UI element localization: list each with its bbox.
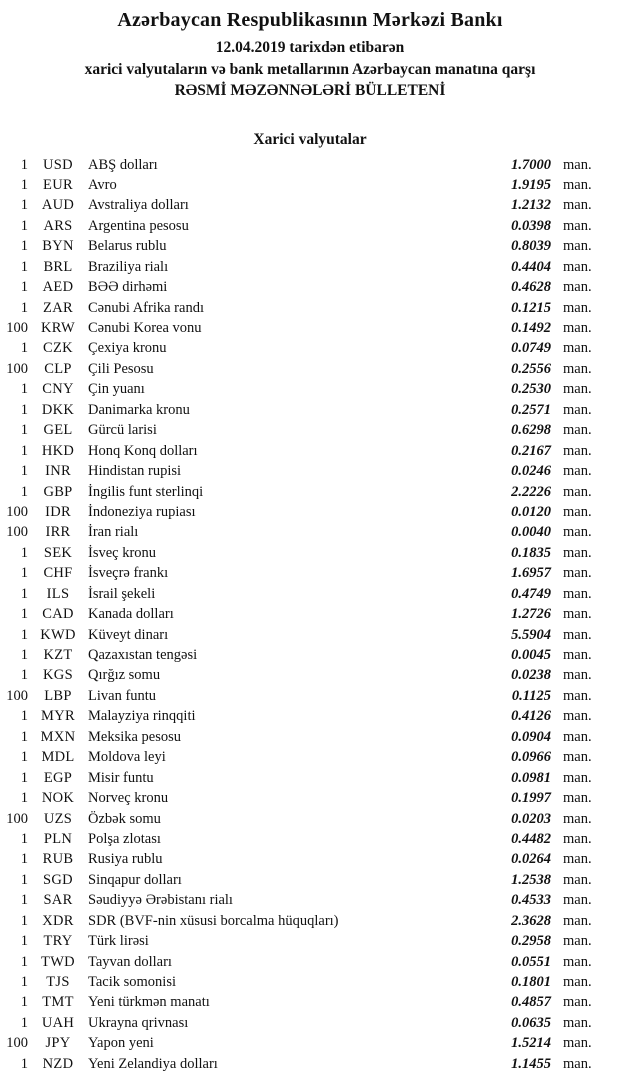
row-currency-code: XDR bbox=[42, 912, 74, 929]
table-row bbox=[0, 625, 620, 645]
row-currency-name: Qazaxıstan tengəsi bbox=[88, 647, 198, 663]
row-unit: man. bbox=[563, 503, 592, 520]
row-quantity: 1 bbox=[20, 442, 28, 459]
row-rate: 0.0398 bbox=[511, 217, 551, 234]
row-rate: 0.0551 bbox=[511, 953, 551, 970]
table-row bbox=[0, 1013, 620, 1033]
bulletin-title: RƏSMİ MƏZƏNNƏLƏRİ BÜLLETENİ bbox=[174, 82, 446, 99]
row-quantity: 1 bbox=[20, 851, 28, 868]
row-currency-name: Çili Pesosu bbox=[88, 360, 154, 377]
table-row bbox=[0, 482, 620, 502]
row-currency-code: SAR bbox=[43, 892, 73, 909]
row-currency-name: Yeni türkmən manatı bbox=[88, 994, 210, 1011]
table-row bbox=[0, 236, 620, 256]
table-row bbox=[0, 216, 620, 236]
table-row bbox=[0, 522, 620, 542]
row-currency-name: Kanada dolları bbox=[88, 606, 174, 623]
table-row bbox=[0, 665, 620, 685]
row-currency-code: RUB bbox=[42, 851, 74, 868]
rates-table bbox=[0, 155, 620, 1073]
row-currency-code: CLP bbox=[44, 360, 72, 377]
row-quantity: 1 bbox=[20, 790, 28, 807]
row-currency-name: Malayziya rinqqiti bbox=[88, 708, 196, 725]
row-rate: 0.0238 bbox=[511, 667, 551, 684]
row-unit: man. bbox=[563, 1014, 592, 1031]
row-currency-code: SGD bbox=[43, 871, 73, 888]
table-row bbox=[0, 911, 620, 931]
row-quantity: 1 bbox=[20, 483, 28, 500]
row-currency-code: NOK bbox=[41, 790, 75, 807]
table-row bbox=[0, 604, 620, 624]
row-unit: man. bbox=[563, 871, 592, 888]
bank-name-title: Azərbaycan Respublikasının Mərkəzi Bankı bbox=[117, 9, 503, 31]
row-rate: 1.2726 bbox=[511, 606, 551, 623]
row-currency-code: BRL bbox=[43, 258, 73, 275]
row-currency-code: DKK bbox=[41, 401, 75, 418]
row-quantity: 100 bbox=[6, 503, 28, 520]
row-rate: 0.4628 bbox=[511, 279, 551, 296]
row-currency-code: MXN bbox=[40, 728, 76, 745]
row-rate: 1.9195 bbox=[511, 176, 551, 193]
row-unit: man. bbox=[563, 156, 592, 173]
row-currency-name: Belarus rublu bbox=[88, 238, 167, 255]
row-quantity: 1 bbox=[20, 585, 28, 602]
row-quantity: 1 bbox=[20, 381, 28, 398]
row-quantity: 1 bbox=[20, 258, 28, 275]
row-unit: man. bbox=[563, 565, 592, 582]
row-rate: 0.4857 bbox=[511, 994, 551, 1011]
row-quantity: 1 bbox=[20, 463, 28, 480]
row-unit: man. bbox=[563, 708, 592, 725]
row-rate: 0.2556 bbox=[511, 360, 551, 377]
row-quantity: 1 bbox=[20, 749, 28, 766]
row-currency-name: Argentina pesosu bbox=[88, 217, 189, 234]
row-currency-code: KZT bbox=[43, 647, 73, 663]
row-currency-name: Cənubi Korea vonu bbox=[88, 320, 202, 336]
subject-line: xarici valyutaların və bank metallarının Azərbaycan manatına qarşı bbox=[84, 60, 536, 78]
row-unit: man. bbox=[563, 974, 592, 990]
row-quantity: 1 bbox=[20, 728, 28, 745]
row-currency-code: EGP bbox=[43, 769, 73, 786]
row-rate: 0.4533 bbox=[511, 892, 551, 909]
row-unit: man. bbox=[563, 524, 592, 541]
row-currency-code: CNY bbox=[42, 381, 74, 398]
row-unit: man. bbox=[563, 1055, 592, 1072]
row-rate: 0.1215 bbox=[511, 299, 551, 316]
row-currency-code: CZK bbox=[43, 340, 73, 357]
row-currency-name: Livan funtu bbox=[88, 687, 157, 704]
table-row bbox=[0, 809, 620, 829]
row-currency-code: TRY bbox=[43, 933, 73, 950]
row-currency-name: Norveç kronu bbox=[88, 790, 169, 807]
table-row bbox=[0, 992, 620, 1012]
row-currency-name: Danimarka kronu bbox=[88, 401, 190, 418]
row-currency-name: Ukrayna qrivnası bbox=[88, 1014, 189, 1031]
row-quantity: 1 bbox=[20, 238, 28, 255]
row-rate: 0.0635 bbox=[511, 1014, 551, 1031]
row-quantity: 1 bbox=[20, 340, 28, 357]
row-quantity: 100 bbox=[6, 810, 28, 827]
row-rate: 0.2530 bbox=[511, 381, 551, 398]
row-unit: man. bbox=[563, 790, 592, 807]
row-rate: 1.2538 bbox=[511, 871, 551, 888]
row-rate: 0.4482 bbox=[511, 830, 551, 847]
row-currency-code: BYN bbox=[42, 238, 74, 255]
row-quantity: 1 bbox=[20, 279, 28, 296]
row-quantity: 1 bbox=[20, 994, 28, 1011]
row-quantity: 100 bbox=[6, 1035, 28, 1052]
row-currency-code: ZAR bbox=[43, 299, 73, 316]
row-unit: man. bbox=[563, 279, 592, 296]
row-currency-code: KRW bbox=[41, 320, 75, 336]
row-currency-name: İran rialı bbox=[88, 524, 139, 541]
table-row bbox=[0, 972, 620, 992]
row-currency-code: HKD bbox=[41, 442, 75, 459]
row-quantity: 1 bbox=[20, 401, 28, 418]
row-quantity: 1 bbox=[20, 871, 28, 888]
row-currency-code: KWD bbox=[40, 626, 76, 643]
row-unit: man. bbox=[563, 994, 592, 1011]
table-row bbox=[0, 277, 620, 297]
row-currency-name: ABŞ dolları bbox=[88, 156, 158, 173]
table-row bbox=[0, 1033, 620, 1053]
row-quantity: 100 bbox=[6, 524, 28, 541]
row-currency-name: BƏƏ dirhəmi bbox=[88, 279, 168, 296]
row-quantity: 1 bbox=[20, 626, 28, 643]
table-row bbox=[0, 441, 620, 461]
table-row bbox=[0, 768, 620, 788]
row-unit: man. bbox=[563, 830, 592, 847]
row-unit: man. bbox=[563, 544, 592, 561]
row-rate: 0.0040 bbox=[511, 524, 551, 541]
row-rate: 0.0966 bbox=[511, 749, 551, 766]
row-currency-name: Gürcü larisi bbox=[88, 422, 157, 439]
row-currency-name: Moldova leyi bbox=[88, 749, 166, 766]
row-unit: man. bbox=[563, 728, 592, 745]
row-currency-name: Qırğız somu bbox=[88, 667, 161, 684]
row-unit: man. bbox=[563, 851, 592, 868]
table-row bbox=[0, 420, 620, 440]
row-quantity: 1 bbox=[20, 933, 28, 950]
row-quantity: 1 bbox=[20, 422, 28, 439]
row-currency-code: SEK bbox=[43, 544, 73, 561]
row-currency-name: Yeni Zelandiya dolları bbox=[88, 1055, 218, 1072]
row-rate: 5.5904 bbox=[511, 626, 551, 643]
table-row bbox=[0, 338, 620, 358]
row-rate: 0.6298 bbox=[511, 422, 551, 439]
row-rate: 0.0981 bbox=[511, 769, 551, 786]
row-unit: man. bbox=[563, 769, 592, 786]
row-currency-name: Tacik somonisi bbox=[88, 974, 176, 990]
table-row bbox=[0, 563, 620, 583]
row-currency-code: IDR bbox=[45, 503, 71, 520]
row-quantity: 1 bbox=[20, 667, 28, 684]
row-unit: man. bbox=[563, 953, 592, 970]
row-currency-code: TJS bbox=[46, 974, 70, 990]
row-rate: 0.0749 bbox=[511, 340, 551, 357]
row-rate: 0.2571 bbox=[511, 401, 551, 418]
row-unit: man. bbox=[563, 647, 592, 663]
row-unit: man. bbox=[563, 687, 592, 704]
table-row bbox=[0, 400, 620, 420]
row-unit: man. bbox=[563, 912, 592, 929]
row-rate: 1.6957 bbox=[511, 565, 551, 582]
row-unit: man. bbox=[563, 320, 592, 336]
row-quantity: 1 bbox=[20, 565, 28, 582]
row-currency-name: Avstraliya dolları bbox=[88, 197, 189, 214]
table-row bbox=[0, 1054, 620, 1073]
row-unit: man. bbox=[563, 810, 592, 827]
row-quantity: 1 bbox=[20, 892, 28, 909]
bulletin-header bbox=[0, 0, 620, 102]
row-quantity: 100 bbox=[6, 687, 28, 704]
row-currency-name: Çexiya kronu bbox=[88, 340, 167, 357]
row-currency-code: AUD bbox=[41, 197, 75, 214]
row-currency-name: Çin yuanı bbox=[88, 381, 145, 398]
row-currency-name: Braziliya rialı bbox=[88, 258, 169, 275]
table-row bbox=[0, 849, 620, 869]
row-currency-code: MYR bbox=[41, 708, 75, 725]
table-row bbox=[0, 870, 620, 890]
row-unit: man. bbox=[563, 197, 592, 214]
table-row bbox=[0, 747, 620, 767]
table-row bbox=[0, 788, 620, 808]
row-currency-code: ARS bbox=[43, 217, 73, 234]
row-quantity: 1 bbox=[20, 299, 28, 316]
row-currency-code: TMT bbox=[42, 994, 74, 1011]
row-currency-name: Meksika pesosu bbox=[88, 728, 182, 745]
row-quantity: 100 bbox=[6, 360, 28, 377]
row-unit: man. bbox=[563, 585, 592, 602]
table-row bbox=[0, 195, 620, 215]
table-row bbox=[0, 931, 620, 951]
row-rate: 0.0904 bbox=[511, 728, 551, 745]
row-currency-code: UAH bbox=[41, 1014, 75, 1031]
row-quantity: 1 bbox=[20, 1055, 28, 1072]
row-unit: man. bbox=[563, 933, 592, 950]
row-currency-name: Sinqapur dolları bbox=[88, 871, 182, 888]
row-rate: 0.2958 bbox=[511, 933, 551, 950]
row-rate: 0.1801 bbox=[511, 974, 551, 990]
row-currency-code: CAD bbox=[42, 606, 74, 623]
row-quantity: 1 bbox=[20, 953, 28, 970]
row-currency-name: İsrail şekeli bbox=[88, 585, 156, 602]
row-unit: man. bbox=[563, 422, 592, 439]
row-currency-code: INR bbox=[45, 463, 71, 480]
row-quantity: 1 bbox=[20, 156, 28, 173]
row-quantity: 1 bbox=[20, 606, 28, 623]
table-row bbox=[0, 829, 620, 849]
row-rate: 0.0120 bbox=[511, 503, 551, 520]
table-row bbox=[0, 727, 620, 747]
row-rate: 0.2167 bbox=[511, 442, 551, 459]
table-row bbox=[0, 379, 620, 399]
row-currency-code: EUR bbox=[43, 176, 73, 193]
row-currency-name: Yapon yeni bbox=[88, 1035, 154, 1052]
row-currency-code: USD bbox=[43, 156, 73, 173]
table-row bbox=[0, 257, 620, 277]
row-unit: man. bbox=[563, 1035, 592, 1052]
row-unit: man. bbox=[563, 360, 592, 377]
row-unit: man. bbox=[563, 258, 592, 275]
row-rate: 1.2132 bbox=[511, 197, 551, 214]
row-quantity: 1 bbox=[20, 217, 28, 234]
table-row bbox=[0, 952, 620, 972]
row-unit: man. bbox=[563, 401, 592, 418]
row-rate: 0.8039 bbox=[511, 238, 551, 255]
row-currency-name: Küveyt dinarı bbox=[88, 626, 169, 643]
table-row bbox=[0, 318, 620, 338]
row-unit: man. bbox=[563, 340, 592, 357]
row-quantity: 1 bbox=[20, 974, 28, 990]
row-currency-name: Türk lirəsi bbox=[88, 933, 149, 950]
row-quantity: 100 bbox=[6, 320, 28, 336]
row-currency-code: TWD bbox=[41, 953, 75, 970]
table-row bbox=[0, 584, 620, 604]
table-row bbox=[0, 298, 620, 318]
row-unit: man. bbox=[563, 442, 592, 459]
row-rate: 1.1455 bbox=[511, 1055, 551, 1072]
row-rate: 2.2226 bbox=[511, 483, 551, 500]
row-unit: man. bbox=[563, 892, 592, 909]
row-currency-name: Misir funtu bbox=[88, 769, 154, 786]
row-currency-code: GEL bbox=[43, 422, 73, 439]
row-rate: 0.0045 bbox=[511, 647, 551, 663]
row-quantity: 1 bbox=[20, 1014, 28, 1031]
row-currency-name: Avro bbox=[88, 176, 117, 193]
row-rate: 0.4404 bbox=[511, 258, 551, 275]
row-rate: 2.3628 bbox=[511, 912, 551, 929]
row-rate: 0.4126 bbox=[511, 708, 551, 725]
row-quantity: 1 bbox=[20, 544, 28, 561]
row-unit: man. bbox=[563, 749, 592, 766]
table-row bbox=[0, 706, 620, 726]
row-unit: man. bbox=[563, 626, 592, 643]
table-row bbox=[0, 502, 620, 522]
row-currency-name: İndoneziya rupiası bbox=[88, 503, 196, 520]
row-rate: 0.0264 bbox=[511, 851, 551, 868]
row-rate: 0.1125 bbox=[511, 687, 551, 704]
row-rate: 0.1997 bbox=[511, 790, 551, 807]
effective-date-line: 12.04.2019 tarixdən etibarən bbox=[215, 39, 405, 56]
row-currency-name: Tayvan dolları bbox=[88, 953, 172, 970]
row-currency-name: Özbək somu bbox=[88, 810, 161, 827]
row-currency-code: PLN bbox=[43, 830, 73, 847]
row-currency-name: SDR (BVF-nin xüsusi borcalma hüquqları) bbox=[88, 912, 339, 929]
row-unit: man. bbox=[563, 667, 592, 684]
row-currency-code: CHF bbox=[43, 565, 73, 582]
row-unit: man. bbox=[563, 381, 592, 398]
row-currency-name: İsveç kronu bbox=[88, 544, 157, 561]
row-currency-code: UZS bbox=[43, 810, 73, 827]
table-row bbox=[0, 543, 620, 563]
row-currency-code: MDL bbox=[41, 749, 75, 766]
row-quantity: 1 bbox=[20, 912, 28, 929]
row-currency-code: GBP bbox=[43, 483, 73, 500]
row-currency-name: Honq Konq dolları bbox=[88, 442, 198, 459]
table-row bbox=[0, 890, 620, 910]
row-currency-code: KGS bbox=[43, 667, 73, 684]
row-currency-name: Polşa zlotası bbox=[88, 830, 161, 847]
row-rate: 0.1492 bbox=[511, 320, 551, 336]
row-currency-name: Cənubi Afrika randı bbox=[88, 299, 204, 316]
table-row bbox=[0, 359, 620, 379]
row-unit: man. bbox=[563, 217, 592, 234]
row-rate: 0.0246 bbox=[511, 463, 551, 480]
row-currency-code: ILS bbox=[46, 585, 70, 602]
row-quantity: 1 bbox=[20, 830, 28, 847]
row-unit: man. bbox=[563, 606, 592, 623]
row-unit: man. bbox=[563, 483, 592, 500]
row-currency-code: NZD bbox=[42, 1055, 74, 1072]
row-rate: 1.5214 bbox=[511, 1035, 551, 1052]
row-rate: 0.0203 bbox=[511, 810, 551, 827]
row-currency-name: Hindistan rupisi bbox=[88, 463, 182, 480]
row-currency-name: İngilis funt sterlinqi bbox=[88, 483, 204, 500]
row-quantity: 1 bbox=[20, 647, 28, 663]
row-quantity: 1 bbox=[20, 769, 28, 786]
section-title-foreign-currencies: Xarici valyutalar bbox=[253, 130, 367, 148]
row-currency-name: İsveçrə frankı bbox=[88, 565, 169, 582]
row-currency-code: JPY bbox=[45, 1035, 71, 1052]
row-unit: man. bbox=[563, 299, 592, 316]
row-rate: 0.4749 bbox=[511, 585, 551, 602]
row-currency-code: IRR bbox=[45, 524, 71, 541]
row-rate: 1.7000 bbox=[511, 156, 551, 173]
row-currency-code: AED bbox=[42, 279, 74, 296]
table-row bbox=[0, 645, 620, 665]
row-unit: man. bbox=[563, 238, 592, 255]
row-currency-name: Rusiya rublu bbox=[88, 851, 163, 868]
row-currency-code: LBP bbox=[44, 687, 72, 704]
row-unit: man. bbox=[563, 176, 592, 193]
table-row bbox=[0, 155, 620, 175]
table-row bbox=[0, 175, 620, 195]
row-unit: man. bbox=[563, 463, 592, 480]
row-currency-name: Səudiyyə Ərəbistanı rialı bbox=[88, 892, 233, 909]
row-rate: 0.1835 bbox=[511, 544, 551, 561]
row-quantity: 1 bbox=[20, 197, 28, 214]
row-quantity: 1 bbox=[20, 176, 28, 193]
row-quantity: 1 bbox=[20, 708, 28, 725]
table-row bbox=[0, 686, 620, 706]
table-row bbox=[0, 461, 620, 481]
